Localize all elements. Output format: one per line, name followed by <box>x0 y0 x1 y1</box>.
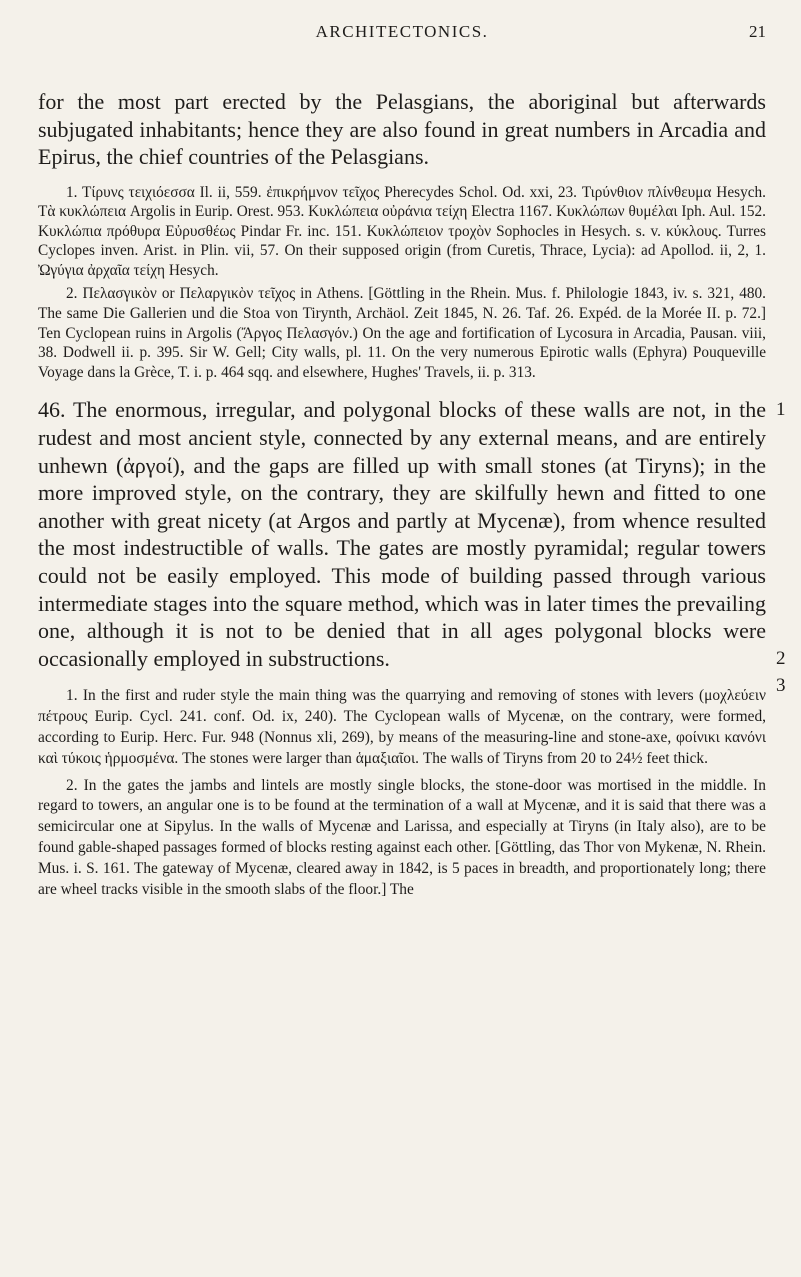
footnote-1a: 1. Τίρυνς τειχιόεσσα Il. ii, 559. ἐπικρήμνον τεῖχος Pherecydes Schol. Od. xxi, 23. Τιρύνθιον πλίνθευμα Hesych. Τὰ κυκλώπεια Argolis in Eurip. Orest. 953. Κυκλώπεια οὐράνια τείχη Electra 1167. Κυκλώπων θυμέλαι Iph. Aul. 152. Κυκλώπια πρόθυρα Εὐρυσθέως Pindar Fr. inc. 151. Κυκλώπειον τροχὸν Sophocles in Hesych. s. v. κύκλους. Turres Cyclopes inven. Arist. in Plin. vii, 57. On their supposed origin (from Curetis, Thrace, Lycia): ad Apollod. ii, 2, 1. Ὠγύγια ἀρχαῖα τείχη Hesych. <box>38 183 766 279</box>
running-head: ARCHITECTONICS. <box>315 22 489 41</box>
margin-ref <box>776 562 792 590</box>
margin-ref <box>776 479 792 507</box>
footnotes-block-b <box>38 686 766 900</box>
margin-ref <box>776 534 792 562</box>
margin-ref: 2 <box>776 647 786 669</box>
lead-paragraph: for the most part erected by the Pelasgians, the aboriginal but afterwards subjugated inhabitants; hence they are also found in great numbers in Arcadia and Epirus, the chief countries of the Pelasgians. <box>38 89 766 169</box>
section-46-text: 46. The enormous, irregular, and polygonal blocks of these walls are not, in the rudest and most ancient style, connected by any external means, and are entirely unhewn (ἀργοί), and the gaps are filled up with small stones (at Tiryns); in the more improved style, on the contrary, they are skilfully hewn and fitted to one another with great nicety (at Argos and partly at Mycenæ), from whence resulted the most indestructible of walls. The gates are mostly pyramidal; regular towers could not be easily employed. This mode of building passed through various intermediate stages into the square method, which was in later times the prevailing one, although it is not to be denied that in all ages polygonal blocks were occasionally employed in substructions. <box>38 397 766 671</box>
margin-ref <box>776 452 792 480</box>
footnotes-block-a <box>38 183 766 383</box>
margin-ref: 1 <box>776 399 786 421</box>
margin-ref: 3 <box>776 675 786 697</box>
margin-ref <box>776 507 792 535</box>
page-header <box>38 22 766 62</box>
page-number: 21 <box>749 22 766 41</box>
margin-ref <box>776 424 792 452</box>
margin-ref <box>776 617 792 645</box>
book-page <box>38 22 786 1262</box>
footnote-2a: 2. Πελασγικὸν or Πελαργικὸν τεῖχος in Athens. [Göttling in the Rhein. Mus. f. Philologie 1843, iv. s. 321, 480. The same Die Gallerien und die Stoa von Tirynth, Archäol. Zeit 1845, N. 26. Taf. 26. Expéd. de la Morée II. p. 72.] Ten Cyclopean ruins in Argolis (Ἄργος Πελασγόν.) On the age and fortification of Lycosura in Arcadia, Pausan. viii, 38. Dodwell ii. p. 395. Sir W. Gell; City walls, pl. 11. On the very numerous Epirotic walls (Ephyra) Pouqueville Voyage dans la Grèce, T. i. p. 464 sqq. and elsewhere, Hughes' Travels, ii. p. 313. <box>38 285 766 381</box>
margin-ref <box>776 590 792 618</box>
footnote-2b: 2. In the gates the jambs and lintels are mostly single blocks, the stone-door was mortised in the middle. In regard to towers, an angular one is to be found at the termination of a wall at Mycenæ, and it is said that there was a semicircular one at Sipylus. In the walls of Mycenæ and Larissa, and especially at Tiryns (in Italy also), are to be found gable-shaped passages formed of blocks resting against each other. [Göttling, das Thor von Mykenæ, N. Rhein. Mus. i. S. 161. The gateway of Mycenæ, cleared away in 1842, is 5 paces in breadth, and proportionately long; there are wheel tracks visible in the smooth slabs of the floor.] The <box>38 776 766 898</box>
footnote-1b: 1. In the first and ruder style the main thing was the quarrying and removing of stones with levers (μοχλεύειν πέτρους Eurip. Cycl. 241. conf. Od. ix, 240). The Cyclopean walls of Mycenæ, on the contrary, were formed, according to Eurip. Herc. Fur. 948 (Nonnus xli, 269), by means of the measuring-line and stone-axe, φοίνικι κανόνι καὶ τύκοις ἡρμοσμένα. The stones were larger than ἁμαξιαῖοι. The walls of Tiryns from 20 to 24½ feet thick. <box>38 687 766 767</box>
section-46 <box>38 396 786 697</box>
margin-references <box>776 396 792 700</box>
